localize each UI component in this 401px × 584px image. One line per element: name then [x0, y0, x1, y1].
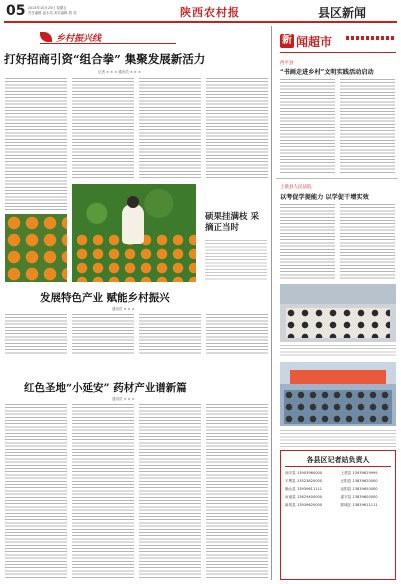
- masthead-rule: [4, 21, 397, 23]
- contact-item: 驿城区 13839611111: [340, 503, 378, 507]
- brand-text: 闻超市: [296, 35, 333, 49]
- contact-item: 遂平县 13839600000: [340, 495, 378, 499]
- banner-dash: [346, 36, 396, 40]
- photo-crowd: [284, 390, 392, 424]
- article-2-col-4: [206, 314, 268, 354]
- date-line: 2024年10月25日 星期五: [28, 6, 67, 10]
- section-title: 县区新闻: [318, 6, 367, 20]
- byline-3: 通讯员 × × ×: [112, 397, 135, 401]
- article-1-col-1: [5, 78, 67, 210]
- contact-item: 汝南县 13629400000: [285, 495, 323, 499]
- photo-community-caption: [280, 430, 396, 448]
- contact-item: 正阳县 13839620000: [340, 479, 378, 483]
- farmer-figure: [122, 204, 144, 244]
- right-divider-1: [276, 178, 398, 179]
- block1-col-2: [340, 79, 395, 175]
- article-2-col-3: [139, 314, 201, 354]
- byline-2: 通讯员 × × ×: [112, 307, 135, 311]
- ad-title: 各县区记者站负责人: [306, 455, 370, 464]
- photo-orange-harvest: [72, 184, 196, 282]
- article-1-col-3: [139, 78, 201, 180]
- contact-item: 确山县 13939611111: [285, 487, 323, 491]
- photo-exam-caption: [280, 345, 396, 357]
- contact-item: 西平县 13903960000: [285, 471, 323, 475]
- editor-line: 责任编辑 崔永苗 美术编辑 胡 成: [28, 11, 77, 15]
- banner-rule: [280, 52, 396, 53]
- page-number: 05: [6, 3, 26, 19]
- photo-note-text: [205, 240, 267, 280]
- byline-1: 记者 × × × 通讯员 × × ×: [98, 70, 141, 74]
- block1-tag: 西平县: [280, 61, 294, 66]
- banner-leaf-icon: [40, 32, 52, 42]
- contact-item: 平舆县 13523820000: [285, 479, 323, 483]
- article-2-col-2: [72, 314, 134, 354]
- article-3-col-1: [5, 404, 67, 578]
- block2-col-1: [280, 204, 335, 280]
- photo-wall: [280, 284, 396, 304]
- contact-item: 新蔡县 13939620000: [285, 503, 323, 507]
- contact-grid: [285, 471, 393, 508]
- article-2-col-1: [5, 314, 67, 354]
- article-3-col-3: [139, 404, 201, 578]
- block1-col-1: [280, 79, 335, 175]
- column-banner: [40, 30, 176, 44]
- brand-icon: 新: [282, 35, 292, 46]
- photo-caption-1: [205, 212, 259, 234]
- farmer-head: [127, 196, 139, 208]
- headline-2: 发展特色产业 赋能乡村振兴: [40, 292, 170, 304]
- block2-tag: 上蔡县人民法院: [280, 185, 312, 190]
- reporter-station-ad: [280, 450, 396, 580]
- column-divider: [271, 26, 272, 580]
- article-1-col-2: [72, 78, 134, 180]
- masthead: [0, 0, 401, 24]
- paper-logo: 陕西农村报: [180, 6, 240, 19]
- news-supermarket-banner: [280, 28, 396, 56]
- photo-orange-closeup: [5, 214, 67, 282]
- ad-rule: [285, 466, 391, 467]
- block2-title: 以考促学提能力 以学促干增实效: [280, 194, 369, 201]
- banner-label: 乡村振兴线: [56, 34, 102, 44]
- photo-caption-1-text: 硕果挂满枝 采摘正当时: [205, 212, 259, 233]
- article-3-col-4: [206, 404, 268, 578]
- article-3-col-2: [72, 404, 134, 578]
- headline-1: 打好招商引资“组合拳” 集聚发展新活力: [4, 52, 206, 66]
- contact-item: 泌阳县 13839650000: [340, 487, 378, 491]
- contact-item: 上蔡县 13939619999: [340, 471, 378, 475]
- photo-banner: [290, 370, 386, 384]
- article-1-col-4: [206, 78, 268, 180]
- photo-people: [286, 308, 390, 338]
- block2-col-2: [340, 204, 395, 280]
- block1-title: “书画走进乡村”文明实践活动启动: [280, 69, 374, 76]
- photo-community: [280, 362, 396, 426]
- headline-3: 红色圣地“小延安” 药材产业谱新篇: [24, 382, 187, 394]
- photo-exam-room: [280, 284, 396, 342]
- banner-underline: [40, 43, 176, 44]
